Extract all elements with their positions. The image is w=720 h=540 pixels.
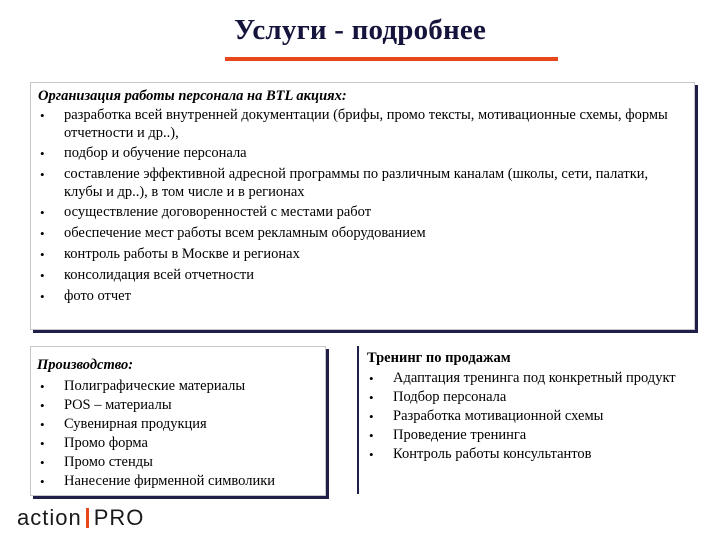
- bullet-icon: •: [40, 267, 45, 283]
- list-item: • фото отчет: [40, 287, 131, 304]
- bullet-icon: •: [40, 246, 45, 262]
- bullet-icon: •: [369, 371, 374, 386]
- production-list: [37, 377, 322, 491]
- list-item: • POS – материалы: [40, 397, 172, 413]
- bullet-icon: •: [40, 474, 45, 489]
- actionpro-logo: [17, 507, 144, 529]
- production-heading: Производство:: [37, 357, 134, 373]
- production-panel: [30, 346, 326, 496]
- list-item: • Контроль работы консультантов: [369, 446, 592, 462]
- list-item: • обеспечение мест работы всем рекламным оборудованием: [40, 225, 426, 242]
- list-item: • Полиграфические материалы: [40, 378, 246, 394]
- sales-training-panel: [357, 346, 693, 494]
- logo-text-pro: PRO: [93, 505, 145, 530]
- bullet-icon: •: [369, 447, 374, 462]
- bullet-icon: •: [369, 409, 374, 424]
- list-item: • Проведение тренинга: [369, 427, 527, 443]
- list-item: • консолидация всей отчетности: [40, 266, 254, 283]
- staff-organization-heading: Организация работы персонала на BTL акциях:: [38, 88, 347, 104]
- bullet-icon: •: [40, 108, 45, 123]
- list-item: • Промо форма: [40, 435, 148, 451]
- list-item: • контроль работы в Москве и регионах: [40, 245, 300, 262]
- list-item: • подбор и обучение персонала: [40, 145, 247, 162]
- bullet-icon: •: [369, 428, 374, 443]
- list-item: • разработка всей внутренней документации (брифы, промо тексты, мотивационные схемы, формы отчетности и др..),: [40, 107, 668, 141]
- bullet-icon: •: [40, 167, 45, 183]
- bullet-icon: •: [40, 226, 45, 242]
- sales-training-list: [366, 369, 686, 464]
- bullet-icon: •: [40, 288, 45, 304]
- list-item: • Разработка мотивационной схемы: [369, 408, 604, 424]
- list-item: • Нанесение фирменной символики: [40, 473, 276, 489]
- sales-training-heading: Тренинг по продажам: [367, 350, 511, 366]
- title-underline: [225, 57, 558, 61]
- logo-divider: [86, 508, 89, 528]
- bullet-icon: •: [40, 379, 45, 394]
- list-item: • осуществление договоренностей с местами работ: [40, 204, 372, 221]
- list-item: • Сувенирная продукция: [40, 416, 207, 432]
- bullet-icon: •: [40, 417, 45, 432]
- staff-organization-list: [37, 107, 682, 308]
- bullet-icon: •: [40, 436, 45, 451]
- bullet-icon: •: [40, 205, 45, 221]
- list-item: • Подбор персонала: [369, 389, 507, 405]
- logo-text-action: action: [17, 505, 82, 530]
- bullet-icon: •: [369, 390, 374, 405]
- staff-organization-panel: [30, 82, 695, 330]
- list-item: • Адаптация тренинга под конкретный продукт: [369, 370, 676, 386]
- bullet-icon: •: [40, 398, 45, 413]
- list-item: • Промо стенды: [40, 454, 153, 470]
- list-item: • составление эффективной адресной программы по различным каналам (школы, сети, палатки, клубы и др..), в том числе и в регионах: [40, 166, 649, 200]
- page-title: Услуги - подробнее: [233, 14, 487, 46]
- bullet-icon: •: [40, 455, 45, 470]
- bullet-icon: •: [40, 146, 45, 162]
